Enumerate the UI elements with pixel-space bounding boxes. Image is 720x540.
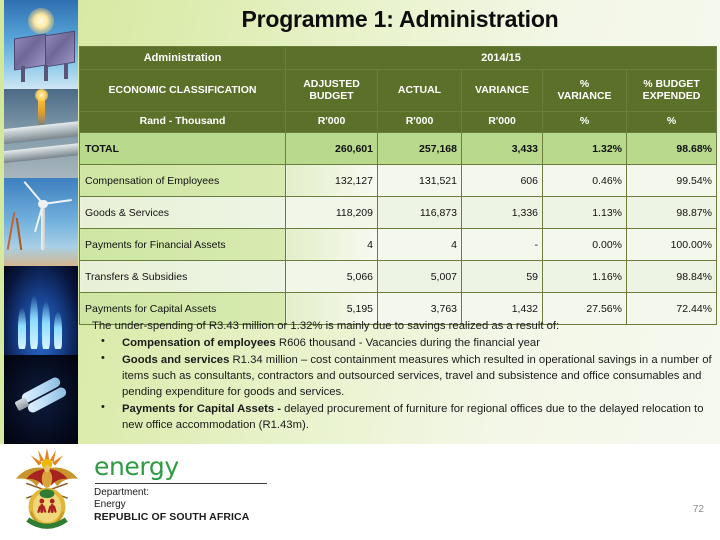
- notes-bullet-text: R606 thousand - Vacancies during the financial year: [275, 337, 540, 350]
- logo-country-line: REPUBLIC OF SOUTH AFRICA: [94, 511, 250, 524]
- cell-adjusted-budget: 5,195: [286, 293, 378, 325]
- cell-variance: 3,433: [462, 133, 543, 165]
- cell-pct-variance: 1.32%: [543, 133, 627, 165]
- cell-pct-variance: 1.16%: [543, 261, 627, 293]
- row-label: Payments for Financial Assets: [80, 229, 286, 261]
- flame-jet: [18, 307, 26, 349]
- budget-table: [79, 46, 717, 325]
- header-pct-budget-expended: [627, 70, 717, 112]
- table-header-row-programme: [80, 47, 717, 70]
- cell-pct-variance: 1.13%: [543, 197, 627, 229]
- logo-energy-line: Energy: [94, 499, 126, 511]
- header-pct-budget-expended-line2: EXPENDED: [642, 89, 701, 102]
- cell-actual: 5,007: [378, 261, 462, 293]
- header-pct-variance-line2: VARIANCE: [557, 89, 612, 102]
- cell-variance: 59: [462, 261, 543, 293]
- cell-pct-variance: 0.00%: [543, 229, 627, 261]
- table-body: [80, 133, 717, 325]
- solar-panel-left: [14, 33, 46, 70]
- header-adjusted-budget-line1: ADJUSTED: [303, 77, 360, 90]
- logo-divider: [95, 483, 267, 484]
- notes-bullet-list: [82, 335, 714, 433]
- header-programme-label: Administration: [80, 47, 286, 70]
- notes-block: [82, 318, 714, 433]
- cell-actual: 116,873: [378, 197, 462, 229]
- wind-turbine-photo: [4, 178, 78, 267]
- slide-title: Programme 1: Administration: [241, 6, 559, 32]
- pipeline-tube: [4, 142, 78, 163]
- cell-adjusted-budget: 5,066: [286, 261, 378, 293]
- header-actual: ACTUAL: [378, 70, 462, 112]
- row-label: Transfers & Subsidies: [80, 261, 286, 293]
- header-unit-pct-budget-expended: %: [627, 112, 717, 133]
- cell-variance: 606: [462, 165, 543, 197]
- south-africa-coat-of-arms-icon: [10, 446, 84, 534]
- row-label: Compensation of Employees: [80, 165, 286, 197]
- department-logo: [4, 444, 304, 536]
- header-unit-pct-variance: %: [543, 112, 627, 133]
- crane-graphic: [7, 212, 16, 250]
- notes-lead: The under-spending of R3.43 million or 1.32% is mainly due to savings realized as a result of:: [92, 320, 560, 332]
- gas-pipeline-photo: [4, 89, 78, 178]
- table-row: [80, 229, 717, 261]
- table-row: [80, 133, 717, 165]
- logo-text-block: [94, 454, 267, 524]
- notes-bullet-heading: Payments for Capital Assets -: [122, 403, 282, 416]
- header-units-label: Rand - Thousand: [80, 112, 286, 133]
- header-variance: VARIANCE: [462, 70, 543, 112]
- notes-bullet-text: R1.34 million – cost containment measures which resulted in operational savings in a number of items such as consultants, contractors and outsourced services, travel and subsistence and office consumables and pending expenditure for goods and services.: [122, 354, 712, 399]
- header-unit-adjusted-budget: R'000: [286, 112, 378, 133]
- energy-photo-strip: [4, 0, 78, 444]
- header-adjusted-budget: [286, 70, 378, 112]
- header-pct-budget-expended-line1: % BUDGET: [643, 77, 700, 90]
- cell-pct-budget-expended: 100.00%: [627, 229, 717, 261]
- panel-leg: [44, 65, 48, 81]
- cell-adjusted-budget: 4: [286, 229, 378, 261]
- cell-adjusted-budget: 132,127: [286, 165, 378, 197]
- table-row: [80, 197, 717, 229]
- cell-pct-budget-expended: 72.44%: [627, 293, 717, 325]
- cell-pct-budget-expended: 98.87%: [627, 197, 717, 229]
- page-number: 72: [692, 504, 704, 515]
- panel-leg: [64, 63, 68, 79]
- logo-department-line: Department:: [94, 487, 150, 498]
- cell-pct-budget-expended: 99.54%: [627, 165, 717, 197]
- cell-actual: 131,521: [378, 165, 462, 197]
- cell-actual: 257,168: [378, 133, 462, 165]
- notes-bullet: [82, 335, 714, 351]
- table-header: [80, 47, 717, 133]
- cell-pct-budget-expended: 98.84%: [627, 261, 717, 293]
- header-unit-variance: R'000: [462, 112, 543, 133]
- cell-variance: 1,432: [462, 293, 543, 325]
- header-unit-actual: R'000: [378, 112, 462, 133]
- header-year-label: 2014/15: [286, 47, 717, 70]
- cell-variance: -: [462, 229, 543, 261]
- notes-bullet-text: delayed procurement of furniture for regional offices due to the delayed relocation to new office accommodation (R1.43m).: [122, 403, 704, 432]
- turbine-hub: [38, 200, 48, 208]
- notes-bullet: [82, 401, 714, 433]
- logo-wordmark: energy: [94, 452, 179, 481]
- solar-panels-photo: [4, 0, 78, 89]
- cell-pct-variance: 27.56%: [543, 293, 627, 325]
- panel-leg: [21, 66, 25, 82]
- row-label: Goods & Services: [80, 197, 286, 229]
- row-label: Payments for Capital Assets: [80, 293, 286, 325]
- cell-variance: 1,336: [462, 197, 543, 229]
- flame-jet: [54, 311, 62, 349]
- header-economic-classification: ECONOMIC CLASSIFICATION: [80, 70, 286, 112]
- compact-fluorescent-bulb-photo: [4, 355, 78, 444]
- cell-actual: 3,763: [378, 293, 462, 325]
- crane-graphic: [16, 218, 22, 250]
- sun-graphic: [28, 8, 54, 34]
- notes-bullet-heading: Compensation of employees: [122, 337, 276, 350]
- flame-jet: [30, 295, 38, 349]
- flare-flame: [35, 89, 48, 101]
- table-row: [80, 261, 717, 293]
- table-row: [80, 165, 717, 197]
- gas-flame-photo: [4, 266, 78, 355]
- cell-adjusted-budget: 118,209: [286, 197, 378, 229]
- cell-pct-budget-expended: 98.68%: [627, 133, 717, 165]
- notes-bullet-heading: Goods and services: [122, 354, 230, 367]
- cell-pct-variance: 0.46%: [543, 165, 627, 197]
- flame-jet: [42, 301, 50, 349]
- notes-bullet: [82, 352, 714, 400]
- header-adjusted-budget-line2: BUDGET: [309, 89, 354, 102]
- cell-actual: 4: [378, 229, 462, 261]
- cell-adjusted-budget: 260,601: [286, 133, 378, 165]
- solar-panel-right: [45, 31, 75, 68]
- header-pct-variance: [543, 70, 627, 112]
- header-pct-variance-line1: %: [579, 77, 590, 90]
- table-header-row-columns: [80, 70, 717, 112]
- row-label: TOTAL: [80, 133, 286, 165]
- table-header-row-units: [80, 112, 717, 133]
